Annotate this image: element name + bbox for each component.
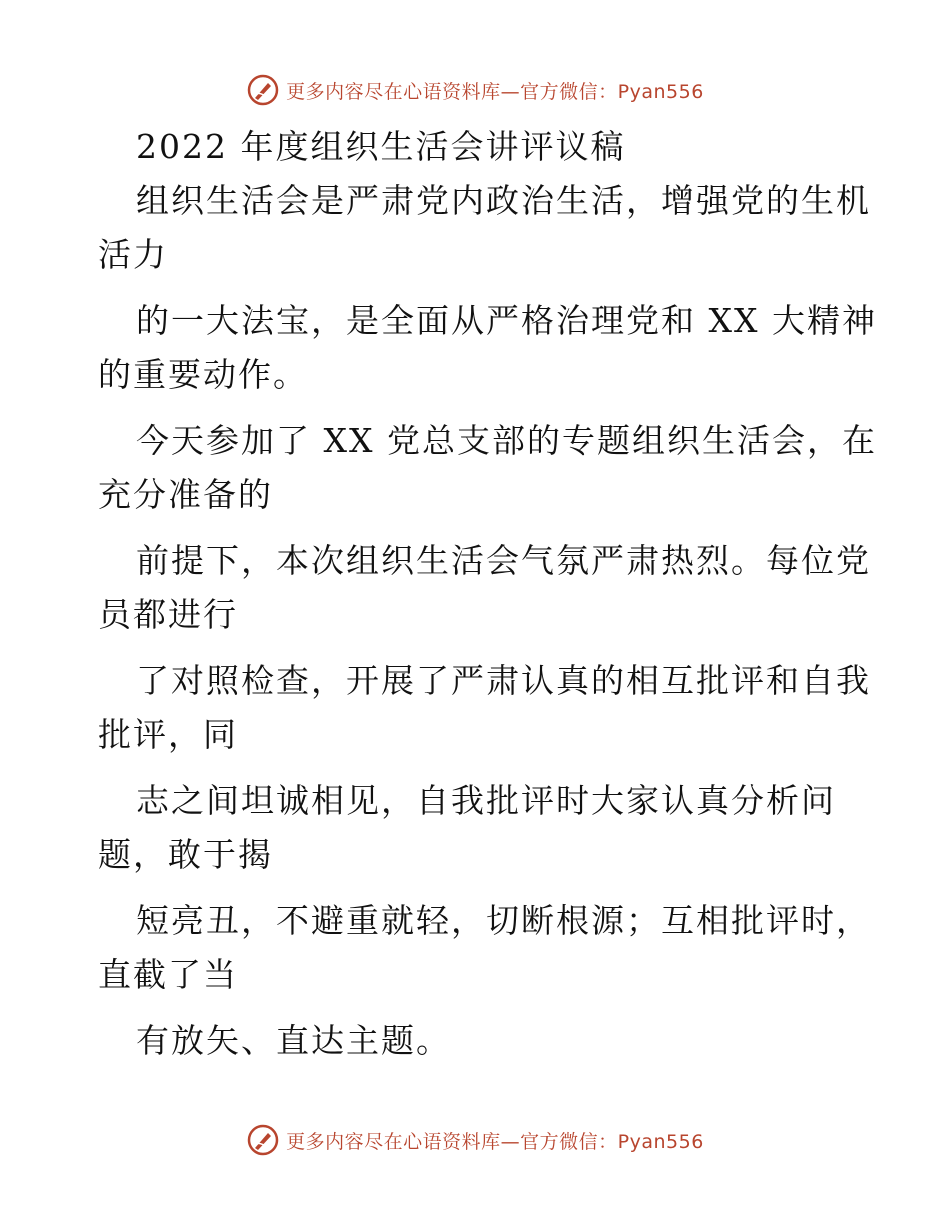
document-title: 2022 年度组织生活会讲评议稿 xyxy=(136,127,626,166)
paragraph-line: 了对照检查，开展了严肃认真的相互批评和自我 xyxy=(136,661,871,700)
document-body xyxy=(98,120,877,1068)
paragraph-line: 充分准备的 xyxy=(98,475,273,514)
paragraph-line: 批评，同 xyxy=(98,715,238,754)
paragraph-line: 前提下，本次组织生活会气氛严肃热烈。每位党 xyxy=(136,541,871,580)
paragraph-line: 今天参加了 XX 党总支部的专题组织生活会，在 xyxy=(136,421,877,460)
paragraph-line: 员都进行 xyxy=(98,595,238,634)
paragraph-line: 的重要动作。 xyxy=(98,355,308,394)
paragraph-line: 的一大法宝，是全面从严格治理党和 XX 大精神 xyxy=(136,301,877,340)
quill-pen-icon xyxy=(246,1123,280,1157)
paragraph-line: 题，敢于揭 xyxy=(98,835,273,874)
banner-text: 更多内容尽在心语资料库—官方微信：Pyan556 xyxy=(286,80,704,103)
paragraph-line: 直截了当 xyxy=(98,955,238,994)
footer-banner xyxy=(0,1120,950,1160)
paragraph-line: 活力 xyxy=(98,235,168,274)
paragraph-line: 有放矢、直达主题。 xyxy=(136,1021,451,1060)
paragraph-line: 组织生活会是严肃党内政治生活，增强党的生机 xyxy=(136,181,871,220)
paragraph-line: 短亮丑，不避重就轻，切断根源；互相批评时， xyxy=(136,901,871,940)
header-banner xyxy=(0,70,950,110)
banner-text: 更多内容尽在心语资料库—官方微信：Pyan556 xyxy=(286,1130,704,1153)
quill-pen-icon xyxy=(246,73,280,107)
paragraph-line: 志之间坦诚相见，自我批评时大家认真分析问 xyxy=(136,781,836,820)
